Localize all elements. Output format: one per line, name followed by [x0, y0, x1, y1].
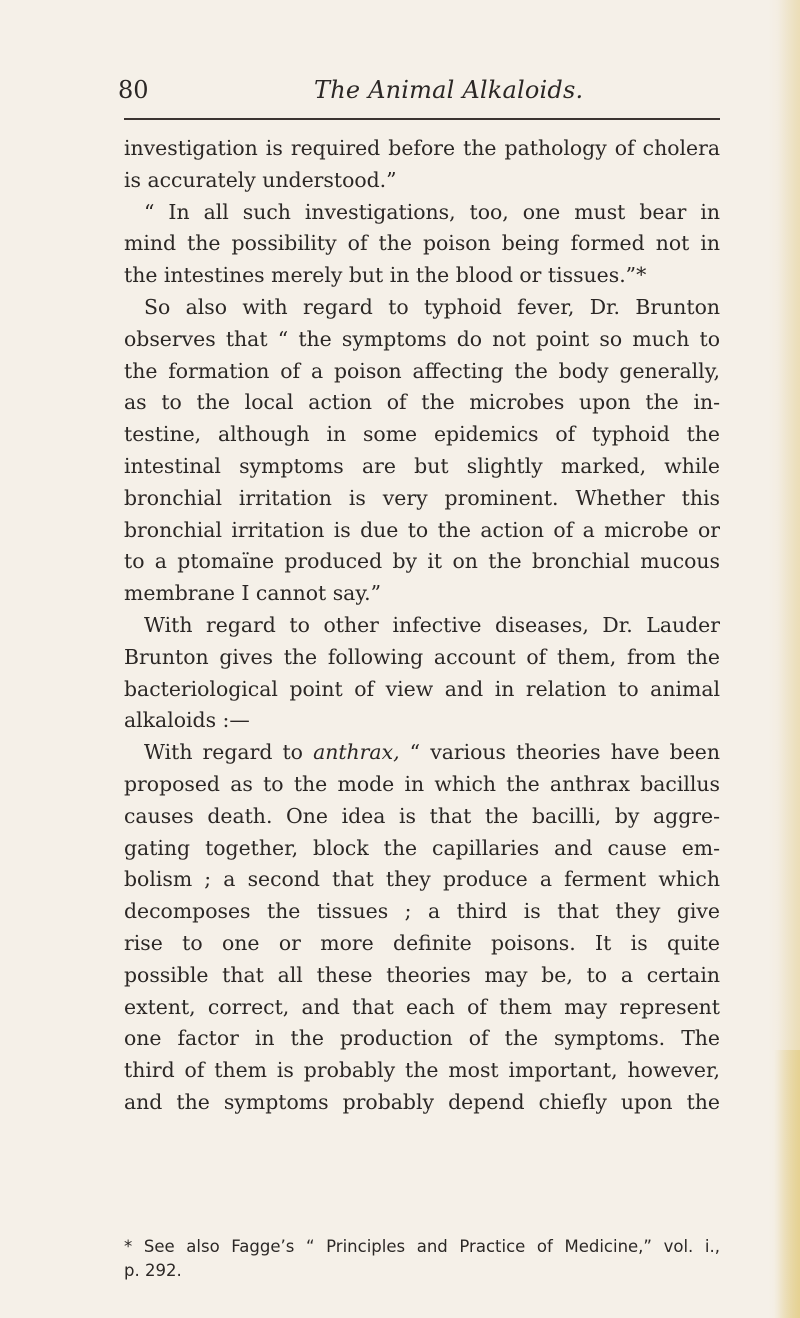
anthrax-line-suffix: “ various theories have been — [399, 740, 720, 765]
footnote-line: p. 292. — [124, 1261, 182, 1280]
text-line: Brunton gives the following account of them, from the — [124, 644, 720, 669]
text-line: bolism ; a second that they produce a ferment which — [124, 867, 720, 892]
text-line: the formation of a poison affecting the body generally, — [124, 358, 720, 383]
text-line: testine, although in some epidemics of typhoid the — [124, 422, 720, 447]
anthrax-line — [124, 737, 720, 769]
page-number: 80 — [118, 76, 149, 104]
text-line: proposed as to the mode in which the anthrax bacillus — [124, 771, 720, 796]
text-line: gating together, block the capillaries and cause em- — [124, 835, 720, 860]
text-line: to a ptomaïne produced by it on the bronchial mucous — [124, 549, 720, 574]
text-line: possible that all these theories may be, to a certain — [124, 962, 720, 987]
text-line: So also with regard to typhoid fever, Dr. Brunton — [144, 294, 720, 319]
header-rule — [124, 118, 720, 120]
text-line: and the symptoms probably depend chiefly upon the — [124, 1089, 720, 1114]
text-line: one factor in the production of the symptoms. The — [124, 1026, 720, 1051]
page-header — [118, 76, 728, 112]
text-line: mind the possibility of the poison being formed not in — [124, 231, 720, 256]
page-edge-stain — [774, 1050, 800, 1318]
text-line: “ In all such investigations, too, one must bear in — [144, 199, 720, 224]
text-line: third of them is probably the most important, however, — [124, 1058, 720, 1083]
text-line: observes that “ the symptoms do not point so much to — [124, 326, 720, 351]
text-line: as to the local action of the microbes upon the in- — [124, 390, 720, 415]
text-line: bacteriological point of view and in relation to animal — [124, 676, 720, 701]
text-line: bronchial irritation is due to the action of a microbe or — [124, 517, 720, 542]
running-title: The Animal Alkaloids. — [314, 76, 584, 104]
text-line: membrane I cannot say.” — [124, 581, 382, 606]
text-line: decomposes the tissues ; a third is that they give — [124, 899, 720, 924]
text-line: intestinal symptoms are but slightly marked, while — [124, 453, 720, 478]
text-line: bronchial irritation is very prominent. Whether this — [124, 485, 720, 510]
body-text — [124, 133, 720, 1119]
text-line: the intestines merely but in the blood or tissues.”* — [124, 263, 647, 288]
text-line: causes death. One idea is that the bacilli, by aggre- — [124, 803, 720, 828]
text-line: investigation is required before the pathology of cholera — [124, 136, 720, 160]
text-line: With regard to other infective diseases, Dr. Lauder — [144, 612, 720, 637]
footnote — [124, 1235, 720, 1283]
text-line: alkaloids :— — [124, 708, 250, 733]
text-line: rise to one or more definite poisons. It is quite — [124, 930, 720, 955]
text-line: extent, correct, and that each of them may represent — [124, 994, 720, 1019]
text-line: is accurately understood.” — [124, 167, 397, 192]
anthrax-line-prefix: With regard to — [144, 740, 314, 765]
anthrax-italic-word: anthrax, — [313, 740, 400, 765]
footnote-line: * See also Fagge’s “ Principles and Practice of Medicine,” vol. i., — [124, 1237, 720, 1256]
